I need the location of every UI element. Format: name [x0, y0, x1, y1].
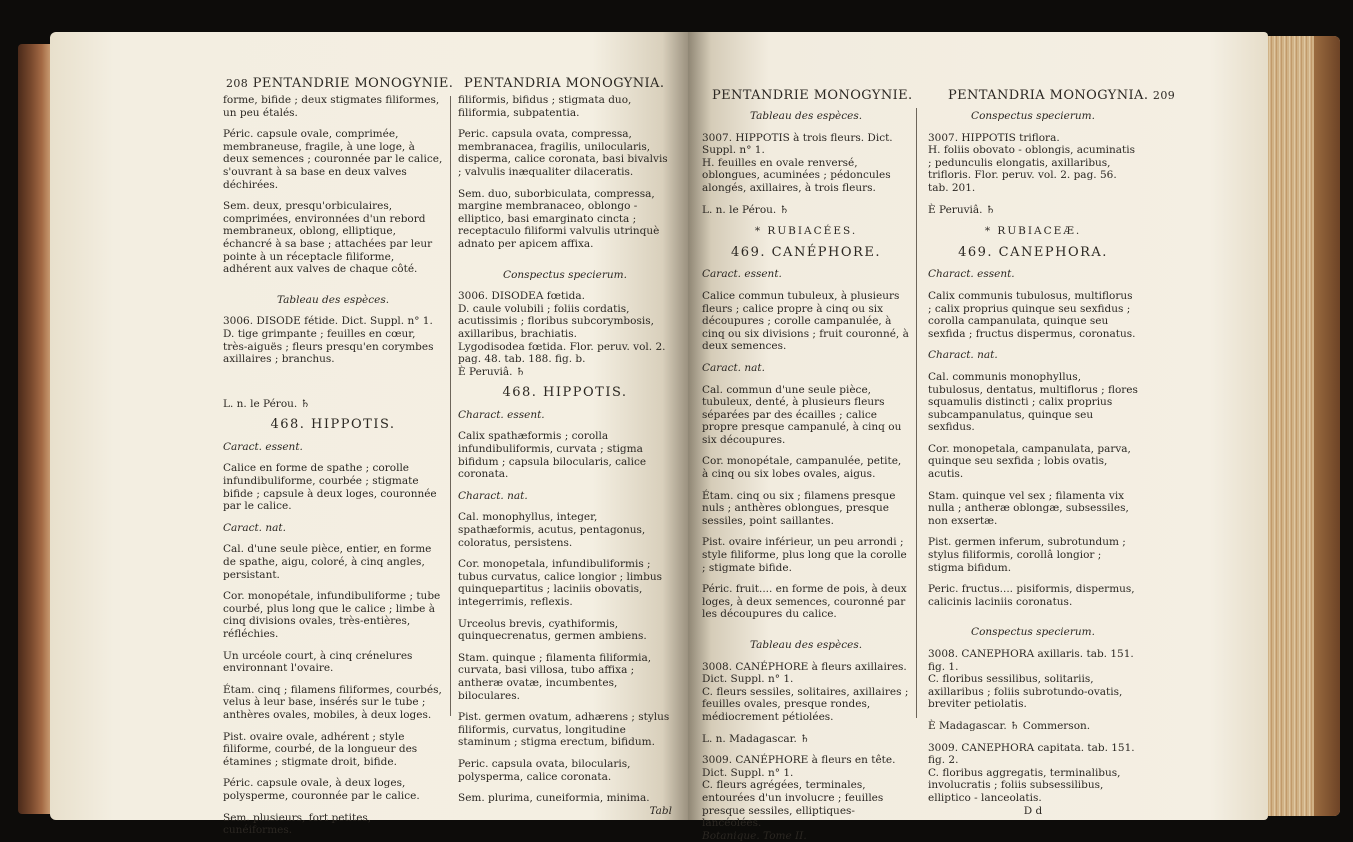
page-number: 209 — [1152, 89, 1176, 102]
locality: L. n. le Pérou. ♄ — [223, 397, 310, 410]
paragraph: Sem. duo, suborbiculata, compressa, margine membranaceo, oblongo - elliptico, basi emarginato cincta ; receptaculo filiformi valvulis utrinquè adnato per apicem affixa. — [458, 187, 660, 250]
species-entry: 3008. CANEPHORA axillaris. tab. 151. fig. 1. — [928, 648, 1134, 673]
paragraph: Calix communis tubulosus, multiflorus ; calix proprius quinque seu sexfidus ; corolla campanulata, quinque seu sexfida ; fructus dispermus, coronatus. — [928, 289, 1136, 340]
section-heading: Conspectus specierum. — [503, 268, 627, 281]
paragraph: Sem. plusieurs, fort petites, cunéiformes. — [223, 811, 372, 837]
left-column-french — [223, 94, 443, 837]
signature-line: Botanique. Tome II. — [702, 829, 807, 842]
catchword: Tabl — [649, 804, 672, 817]
left-page — [50, 32, 688, 837]
paragraph: Cor. monopétale, campanulée, petite, à cinq ou six lobes ovales, aigus. — [702, 455, 902, 481]
paragraph: Cal. communis monophyllus, tubulosus, dentatus, multiflorus ; flores squamulis distincti ; calix proprius subcampanulatus, quinque seu sexfidus. — [928, 370, 1138, 434]
paragraph: Péric. capsule ovale, à deux loges, polysperme, couronnée par le calice. — [223, 777, 420, 802]
paragraph: Étam. cinq ou six ; filamens presque nuls ; anthères oblongues, presque sessiles, point saillantes. — [702, 489, 896, 527]
species-entry: 3007. HIPPOTIS triflora. — [928, 131, 1060, 144]
paragraph: D. tige grimpante ; feuilles en cœur, très-aiguës ; fleurs presqu'en corymbes axillaires ; branchus. — [223, 327, 434, 366]
species-entry: 3009. CANÉPHORE à fleurs en tête. Dict. Suppl. n° 1. — [702, 754, 896, 779]
species-entry: 3006. DISODEA fœtida. — [458, 290, 585, 303]
paragraph: Stam. quinque vel sex ; filamenta vix nulla ; antheræ oblongæ, subsessiles, non exsertæ. — [928, 489, 1129, 527]
open-book — [8, 14, 1348, 842]
section-heading: Caract. essent. — [702, 268, 782, 281]
paragraph: Pist. germen ovatum, adhærens ; stylus filiformis, curvatus, longitudine staminum ; stigma erectum, bifidum. — [458, 711, 670, 749]
paragraph: Calix spathæformis ; corolla infundibuliformis, curvata ; stigma bifidum ; capsula bilocularis, calice coronata. — [458, 430, 647, 481]
paragraph: H. foliis obovato - oblongis, acuminatis ; pedunculis elongatis, axillaribus, trifloris. Flor. peruv. vol. 2. pag. 56. tab. 201. — [928, 144, 1135, 194]
genus-heading: 468. HIPPOTIS. — [502, 385, 628, 401]
section-heading: Charact. nat. — [458, 489, 528, 502]
column-rule — [450, 96, 451, 716]
paragraph: Étam. cinq ; filamens filiformes, courbés, velus à leur base, insérés sur le tube ; anthères ovales, mobiles, à deux loges. — [223, 683, 442, 721]
right-page — [688, 32, 1268, 842]
paragraph: Stam. quinque ; filamenta filiformia, curvata, basi villosa, tubo affixa ; antheræ ovatæ, incumbentes, biloculares. — [458, 651, 652, 702]
header-text: PENTANDRIA MONOGYNIA. — [948, 88, 1149, 103]
paragraph: Peric. capsula ovata, compressa, membranacea, fragilis, unilocularis, disperma, calice coronata, basi bivalvis ; valvulis inæqualiter dilaceratis. — [458, 128, 668, 178]
right-page-header-right — [948, 88, 1175, 103]
section-heading: Tableau des espèces. — [276, 293, 390, 306]
right-column-latin — [928, 110, 1138, 817]
section-heading: Charact. essent. — [458, 408, 545, 421]
section-heading: Tableau des espèces. — [749, 639, 863, 651]
paragraph: Pist. ovaire ovale, adhérent ; style filiforme, courbé, de la longueur des étamines ; stigmate droit, bifide. — [223, 730, 418, 768]
paragraph: Calice en forme de spathe ; corolle infundibuliforme, courbée ; stigmate bifide ; capsule à deux loges, couronnée par le calice. — [223, 462, 437, 513]
paragraph: Lygodisodea fœtida. Flor. peruv. vol. 2. pag. 48. tab. 188. fig. b. — [458, 340, 666, 366]
species-entry: 3009. CANEPHORA capitata. tab. 151. fig. 2. — [928, 741, 1135, 767]
section-heading: Conspectus specierum. — [971, 110, 1095, 122]
genus-heading: 469. CANÉPHORE. — [731, 244, 881, 260]
section-heading: Caract. nat. — [223, 521, 286, 534]
paragraph: Cor. monopétale, infundibuliforme ; tube courbé, plus long que le calice ; limbe à cinq divisions ovales, très-entières, réfléchies. — [223, 590, 441, 640]
paragraph: filiformis, bifidus ; stigmata duo, filiformia, subpatentia. — [458, 94, 632, 119]
paragraph: Pist. germen inferum, subrotundum ; stylus filiformis, corollâ longior ; stigma bifidum. — [928, 536, 1126, 574]
section-heading: Caract. essent. — [223, 440, 303, 453]
species-entry: 3008. CANÉPHORE à fleurs axillaires. Dict. Suppl. n° 1. — [702, 660, 907, 686]
left-column-latin — [458, 94, 672, 817]
page-number: 208 — [226, 77, 249, 90]
signature-mark: D d — [1023, 804, 1043, 817]
species-entry: 3007. HIPPOTIS à trois fleurs. Dict. Suppl. n° 1. — [702, 131, 893, 157]
section-heading: Conspectus specierum. — [971, 626, 1095, 639]
species-entry: 3006. DISODE fétide. Dict. Suppl. n° 1. — [223, 315, 433, 328]
family-heading: * RUBIACÉES. — [754, 225, 858, 238]
header-text: PENTANDRIE MONOGYNIE. — [252, 76, 454, 91]
genus-heading: 468. HIPPOTIS. — [270, 417, 396, 433]
paragraph: Un urcéole court, à cinq crénelures environnant l'ovaire. — [223, 649, 413, 675]
paragraph: Peric. capsula ovata, bilocularis, polysperma, calice coronata. — [458, 757, 631, 783]
paragraph: Cal. d'une seule pièce, entier, en forme de spathe, aigu, coloré, à cinq angles, persistant. — [223, 543, 432, 581]
left-page-header — [226, 76, 453, 91]
left-page-edges — [18, 44, 52, 814]
right-column-french — [702, 110, 910, 842]
paragraph: D. caule volubili ; foliis cordatis, acutissimis ; floribus subcorymbosis, axillaribus, brachiatis. — [458, 302, 654, 340]
paragraph: Pist. ovaire inférieur, un peu arrondi ; style filiforme, plus long que la corolle ; stigmate bifide. — [702, 536, 907, 574]
locality: È Peruviâ. ♄ — [458, 365, 526, 378]
left-page-header-right: PENTANDRIA MONOGYNIA. — [464, 76, 665, 91]
column-rule — [916, 108, 917, 718]
section-heading: Charact. essent. — [928, 268, 1015, 281]
locality: È Madagascar. ♄ Commerson. — [928, 719, 1091, 732]
paragraph: C. floribus aggregatis, terminalibus, involucratis ; foliis subsessilibus, elliptico - lanceolatis. — [928, 766, 1121, 804]
paragraph: Peric. fructus.... pisiformis, dispermus, calicinis laciniis coronatus. — [928, 583, 1135, 608]
paragraph: Sem. deux, presqu'orbiculaires, comprimées, environnées d'un rebord membraneux, oblong, elliptique, échancré à sa base ; attachées par leur pointe à un réceptacle filiforme, adhérent aux valves de chaque côté. — [223, 200, 433, 276]
paragraph: Péric. capsule ovale, comprimée, membraneuse, fragile, à une loge, à deux semences ; couronnée par le calice, s'ouvrant à sa base en deux valves déchirées. — [223, 128, 443, 191]
family-heading: * RUBIACEÆ. — [984, 225, 1082, 238]
paragraph: Calice commun tubuleux, à plusieurs fleurs ; calice propre à cinq ou six découpures ; corolle campanulée, à cinq ou six divisions ; fruit couronné, à deux semences. — [702, 289, 909, 353]
section-heading: Caract. nat. — [702, 361, 765, 374]
paragraph: Cor. monopetala, infundibuliformis ; tubus curvatus, calice longior ; limbus quinquepartitus ; laciniis obovatis, integerrimis, reflexis. — [458, 558, 663, 608]
paragraph: H. feuilles en ovale renversé, oblongues, acuminées ; pédoncules alongés, axillaires, à trois fleurs. — [702, 156, 891, 194]
paragraph: forme, bifide ; deux stigmates filiformes, un peu étalés. — [223, 94, 440, 119]
paragraph: Cor. monopetala, campanulata, parva, quinque seu sexfida ; lobis ovatis, acutis. — [928, 442, 1131, 481]
paragraph: Cal. monophyllus, integer, spathæformis, acutus, pentagonus, coloratus, persistens. — [458, 511, 646, 549]
right-page-header: PENTANDRIE MONOGYNIE. — [712, 88, 913, 103]
paragraph: Cal. commun d'une seule pièce, tubuleux, denté, à plusieurs fleurs séparées par des écailles ; calice propre presque campanulé, à cinq ou six découpures. — [702, 383, 902, 446]
locality: L. n. Madagascar. ♄ — [702, 732, 810, 745]
paragraph: Péric. fruit.... en forme de pois, à deux loges, à deux semences, couronné par les découpures du calice. — [702, 583, 907, 621]
genus-heading: 469. CANEPHORA. — [958, 244, 1108, 260]
paragraph: Sem. plurima, cuneiformia, minima. — [458, 792, 650, 805]
paragraph: C. fleurs agrégées, terminales, entourées d'un involucre ; feuilles presque sessiles, elliptiques-lancéolées. — [702, 779, 884, 830]
section-heading: Tableau des espèces. — [749, 110, 863, 122]
locality: È Peruviâ. ♄ — [928, 203, 996, 216]
section-heading: Charact. nat. — [928, 349, 998, 362]
paragraph: C. floribus sessilibus, solitariis, axillaribus ; foliis subrotundo-ovatis, breviter petiolatis. — [928, 673, 1123, 711]
locality: L. n. le Pérou. ♄ — [702, 203, 789, 216]
paragraph: C. fleurs sessiles, solitaires, axillaires ; feuilles ovales, presque rondes, médiocrement pétiolées. — [702, 685, 909, 723]
paragraph: Urceolus brevis, cyathiformis, quinquecrenatus, germen ambiens. — [458, 617, 647, 643]
